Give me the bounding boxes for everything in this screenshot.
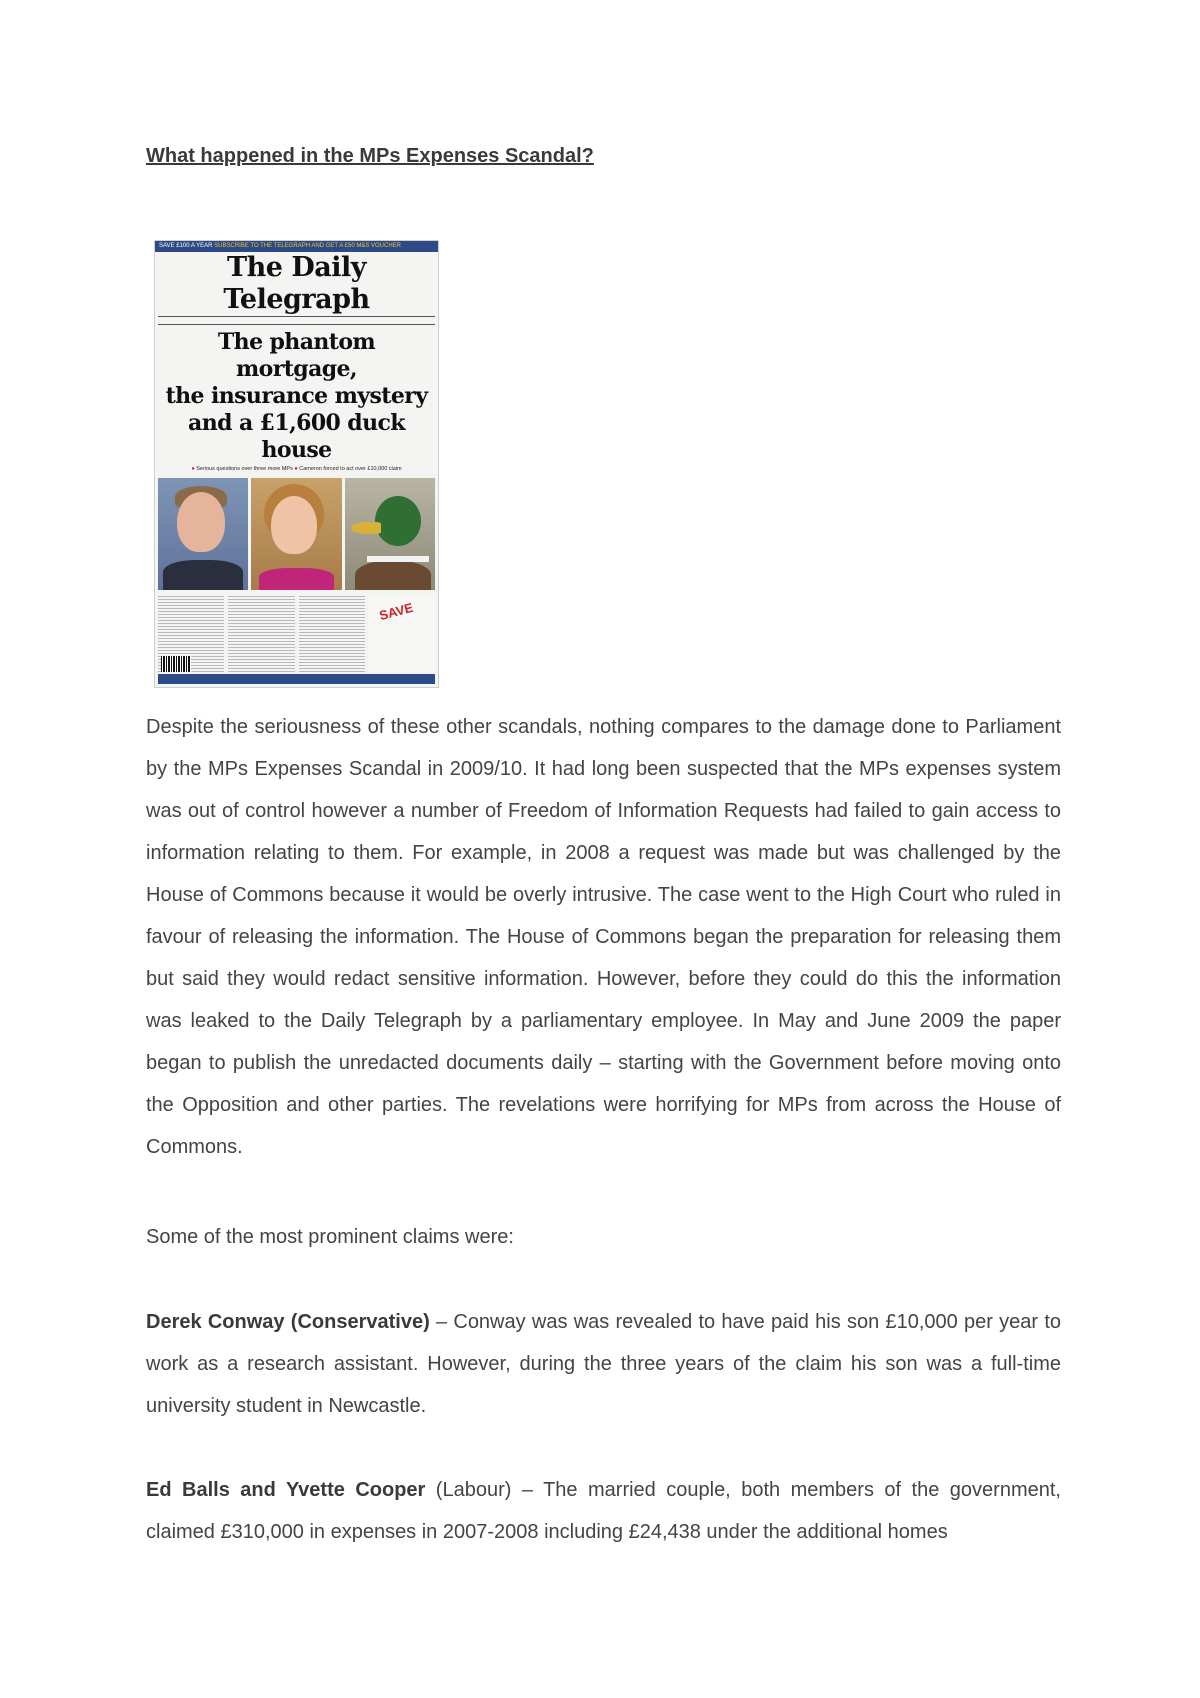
headline-line-1: The phantom mortgage, bbox=[217, 329, 376, 382]
subline-2: Cameron forced to act over £10,000 claim bbox=[299, 466, 402, 472]
body-paragraph-conway bbox=[146, 1301, 1061, 1427]
subline-1: Serious questions over three more MPs bbox=[196, 466, 293, 472]
promo-text-a: SAVE £100 A YEAR bbox=[159, 243, 213, 249]
headline-line-3: and a £1,600 duck house bbox=[188, 410, 405, 463]
body-paragraph-main: Despite the seriousness of these other scandals, nothing compares to the damage done to Parliament by the MPs Expenses Scandal in 2009/10. It had long been suspected that the MPs expenses system was out of control however a number of Freedom of Information Requests had failed to gain access to information relating to them. For example, in 2008 a request was made but was challenged by the House of Commons because it would be overly intrusive. The case went to the High Court who ruled in favour of releasing the information. The House of Commons began the preparation for releasing them but said they would redact sensitive information. However, before they could do this the information was leaked to the Daily Telegraph by a parliamentary employee. In May and June 2009 the paper began to publish the unredacted documents daily – starting with the Government before moving onto the Opposition and other parties. The revelations were horrifying for MPs from across the House of Commons. bbox=[146, 716, 1061, 1158]
newspaper-footer-bar bbox=[158, 674, 435, 684]
barcode bbox=[161, 656, 191, 672]
newspaper-subline bbox=[155, 466, 438, 472]
newspaper-text-columns bbox=[158, 596, 435, 672]
duck-photo bbox=[345, 478, 435, 590]
woman-portrait-photo bbox=[251, 478, 341, 590]
conway-name: Derek Conway (Conservative) bbox=[146, 1311, 430, 1333]
newspaper-front-page-image bbox=[154, 240, 439, 688]
save-advert bbox=[369, 596, 435, 672]
conway-text: – Conway was was revealed to have paid his son £10,000 per year to work as a research assistant. However, during the three years of the claim his son was a full-time university student in Newcastle. bbox=[146, 1311, 1062, 1417]
promo-text-b: SUBSCRIBE TO THE TELEGRAPH AND GET A £50 M&S VOUCHER bbox=[214, 243, 401, 249]
body-paragraph-balls-cooper bbox=[146, 1469, 1061, 1553]
man-portrait-photo bbox=[158, 478, 248, 590]
newspaper-promo-bar bbox=[155, 241, 438, 252]
newspaper-photo-row bbox=[158, 478, 435, 590]
balls-cooper-text: (Labour) – The married couple, both members of the government, claimed £310,000 in expenses in 2007-2008 including £24,438 under the additional homes bbox=[146, 1479, 1061, 1543]
body-paragraph-claims-intro: Some of the most prominent claims were: bbox=[146, 1226, 514, 1248]
bullet-icon: ● bbox=[294, 466, 298, 472]
newspaper-masthead: The Daily Telegraph bbox=[223, 252, 370, 315]
save-advert-label: SAVE bbox=[377, 599, 415, 624]
newspaper-headline bbox=[155, 329, 438, 464]
balls-cooper-name: Ed Balls and Yvette Cooper bbox=[146, 1479, 426, 1501]
headline-line-2: the insurance mystery bbox=[165, 383, 428, 409]
page-title: What happened in the MPs Expenses Scandal? bbox=[146, 145, 594, 167]
bullet-icon: ● bbox=[191, 466, 195, 472]
newspaper-dateline bbox=[158, 316, 435, 325]
